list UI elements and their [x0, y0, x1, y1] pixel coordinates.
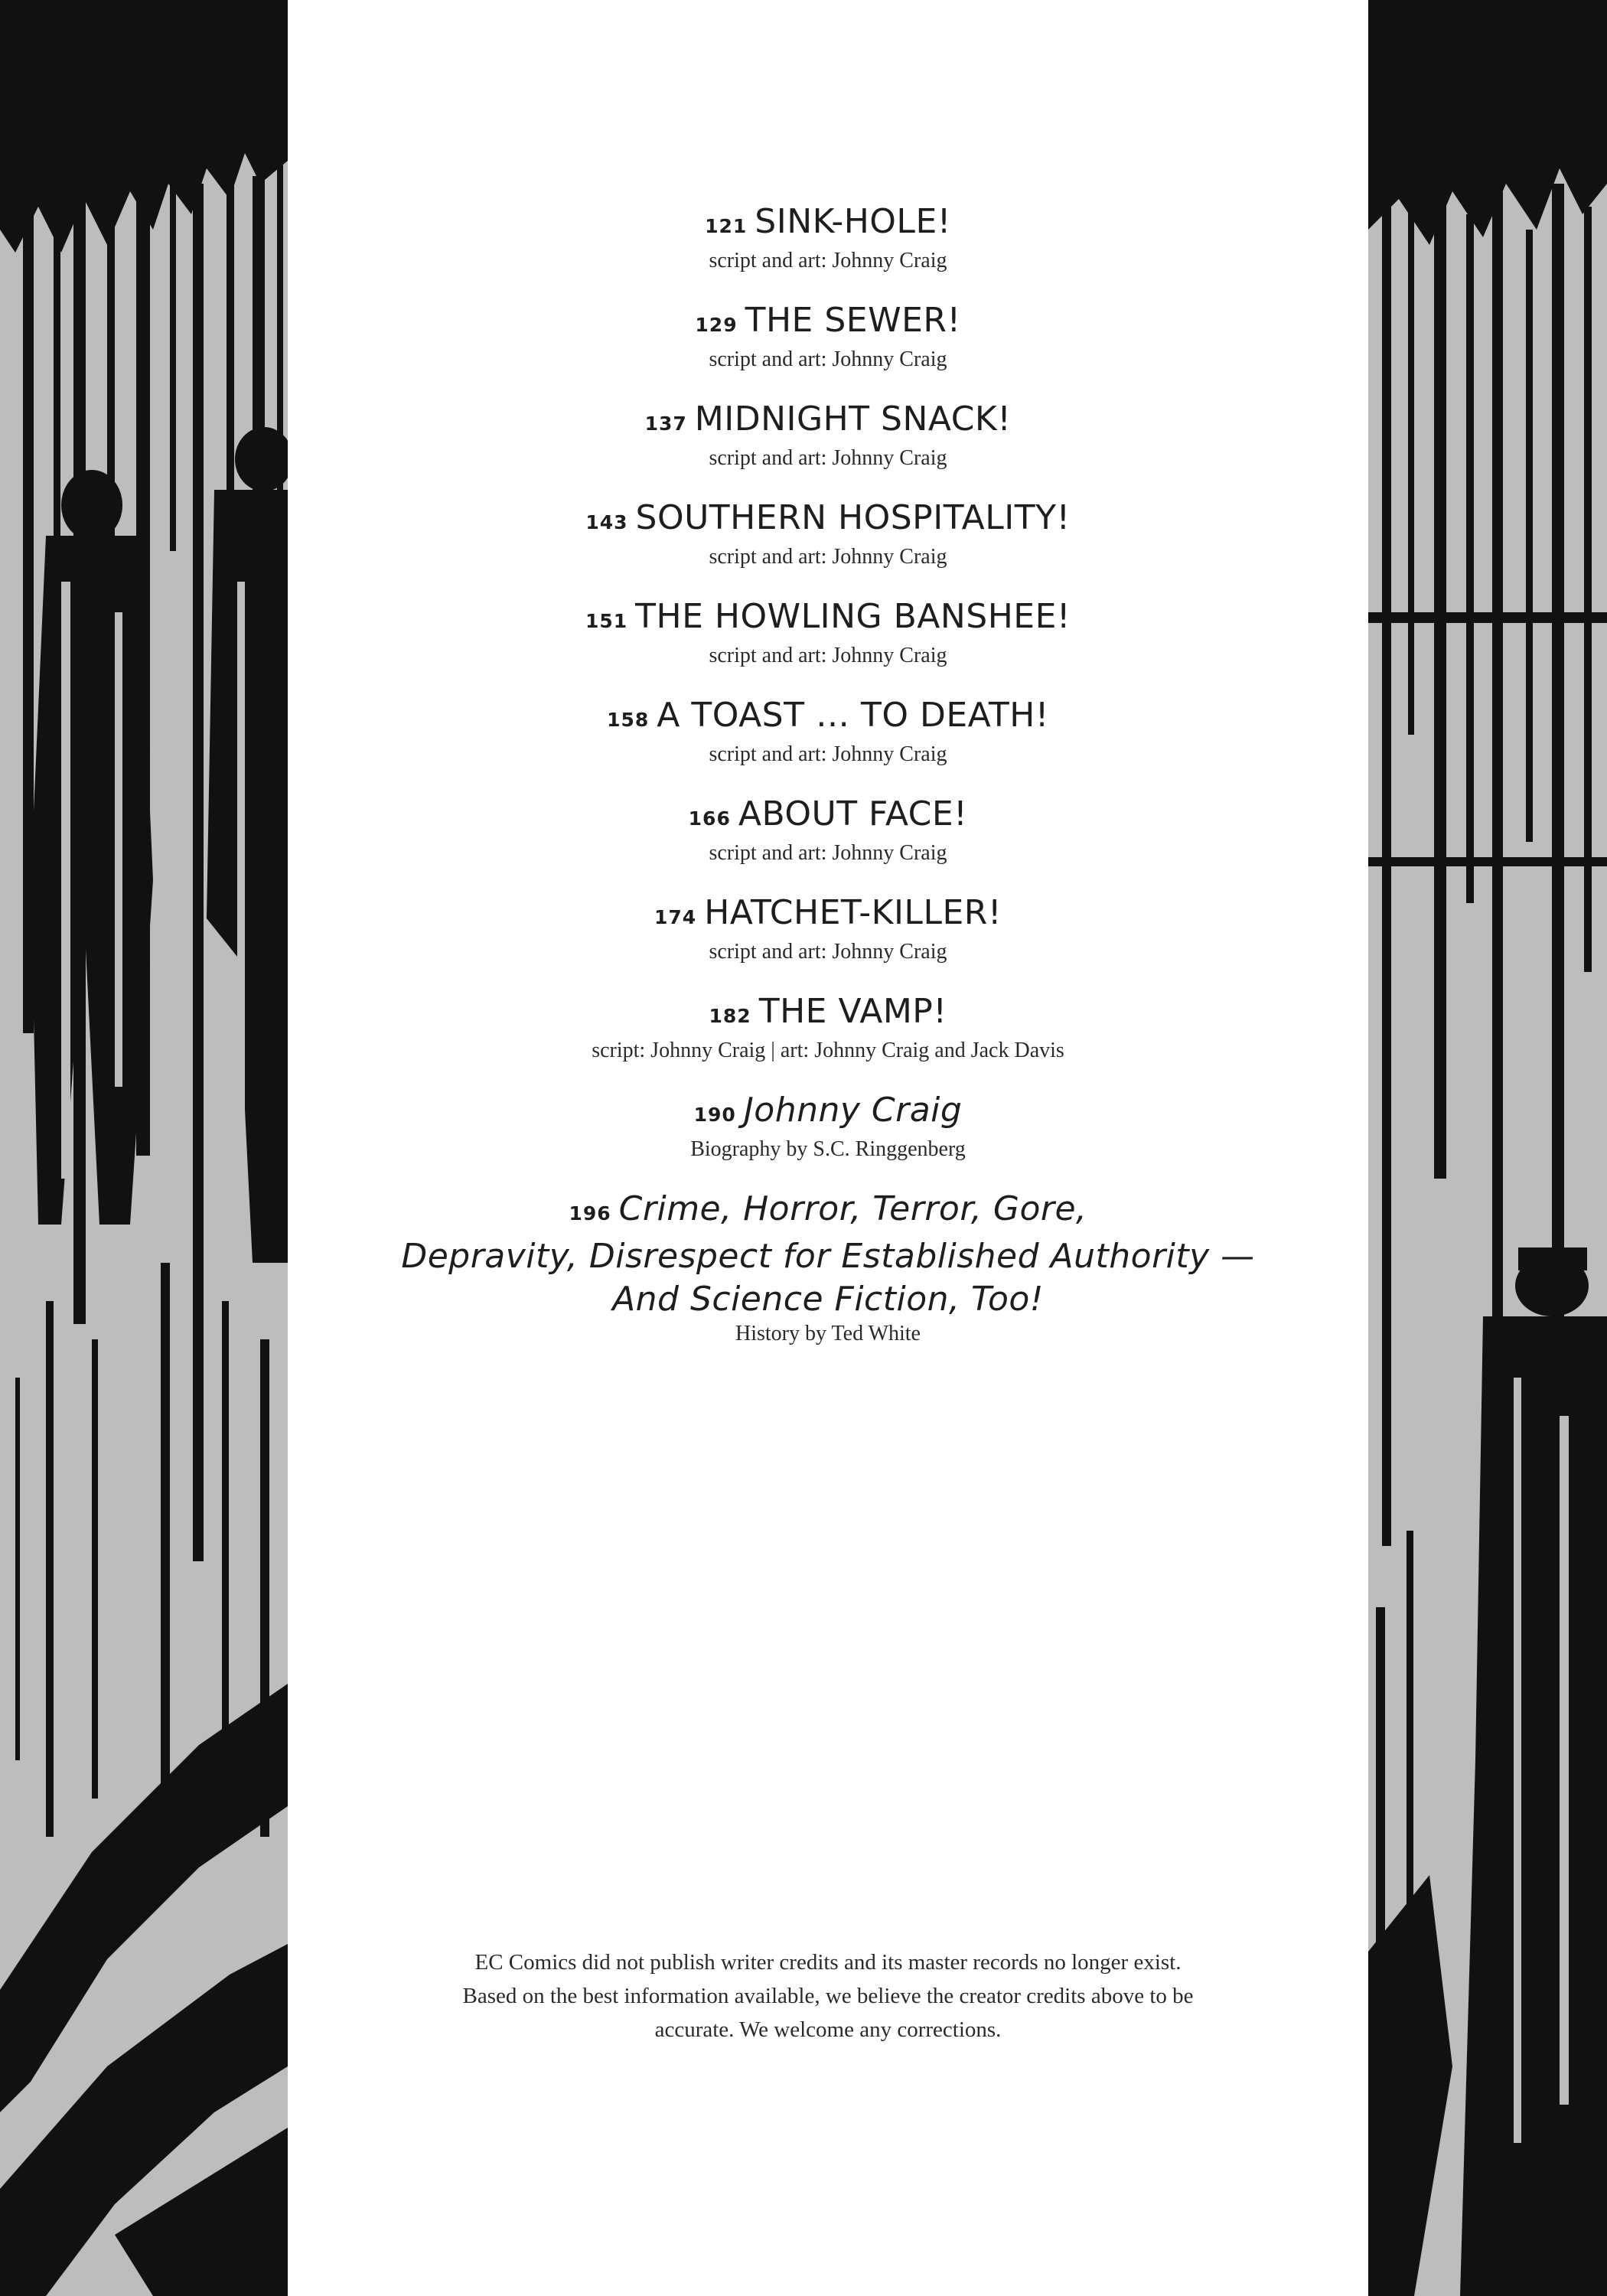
page-number: 121	[705, 215, 748, 237]
page-number: 166	[688, 807, 731, 830]
story-title: SOUTHERN HOSPITALITY!	[635, 498, 1071, 537]
page-number: 190	[693, 1104, 736, 1126]
story-title: SINK-HOLE!	[755, 202, 951, 241]
page-number: 158	[607, 709, 650, 731]
entry-title-line	[288, 892, 1368, 939]
story-credit: script: Johnny Craig | art: Johnny Craig and Jack Davis	[592, 1039, 1064, 1062]
entry-title-line	[288, 1089, 1368, 1137]
story-credit: script and art: Johnny Craig	[709, 742, 947, 766]
toc-entry	[288, 990, 1368, 1064]
page-number: 196	[569, 1202, 611, 1225]
left-strip-illustration	[0, 0, 288, 2296]
right-strip-illustration	[1368, 0, 1607, 2296]
right-art-strip	[1368, 0, 1607, 2296]
story-title: HATCHET-KILLER!	[704, 893, 1002, 932]
essay-title-line-1: Crime, Horror, Terror, Gore,	[618, 1189, 1087, 1228]
story-title: MIDNIGHT SNACK!	[694, 400, 1012, 439]
toc-entry	[288, 497, 1368, 570]
entry-title-line	[288, 201, 1368, 248]
disclaimer-line: EC Comics did not publish writer credits and its master records no longer exist.	[474, 1950, 1182, 1975]
page-number: 174	[654, 906, 697, 928]
disclaimer-line: Based on the best information available, we believe the creator credits above to be	[462, 1984, 1194, 2008]
story-credit: script and art: Johnny Craig	[709, 347, 947, 371]
toc-entry	[288, 1188, 1368, 1347]
left-art-strip	[0, 0, 288, 2296]
disclaimer-line: accurate. We welcome any corrections.	[654, 2017, 1002, 2042]
toc-entry	[288, 299, 1368, 373]
essay-title-line-2: Depravity, Disrespect for Established Authority —	[401, 1237, 1255, 1276]
story-credit: script and art: Johnny Craig	[709, 644, 947, 667]
toc-entry	[288, 793, 1368, 866]
entry-title-line	[288, 497, 1368, 544]
toc-entry	[288, 1089, 1368, 1163]
entry-title-line	[288, 694, 1368, 742]
page-number: 182	[709, 1005, 751, 1027]
story-credit: script and art: Johnny Craig	[709, 545, 947, 569]
toc-entry	[288, 892, 1368, 965]
story-title: THE VAMP!	[758, 992, 947, 1031]
table-of-contents	[288, 201, 1368, 1372]
entry-title-line	[288, 990, 1368, 1038]
story-credit: script and art: Johnny Craig	[709, 446, 947, 470]
story-title: THE SEWER!	[745, 301, 961, 340]
toc-entry	[288, 201, 1368, 274]
essay-credit: History by Ted White	[735, 1322, 921, 1345]
essay-title: Johnny Craig	[743, 1091, 963, 1130]
essay-title-line-3: And Science Fiction, Too!	[612, 1280, 1044, 1319]
page-number: 129	[695, 314, 738, 336]
story-title: ABOUT FACE!	[738, 794, 968, 833]
toc-entry	[288, 398, 1368, 471]
entry-title-line	[288, 398, 1368, 445]
story-credit: script and art: Johnny Craig	[709, 841, 947, 865]
credits-disclaimer	[288, 1945, 1368, 2047]
entry-title-line	[288, 1188, 1368, 1321]
story-credit: script and art: Johnny Craig	[709, 249, 947, 272]
page-number: 137	[644, 413, 687, 435]
story-credit: script and art: Johnny Craig	[709, 940, 947, 964]
story-title: THE HOWLING BANSHEE!	[635, 597, 1071, 636]
page-number: 151	[585, 610, 628, 632]
entry-title-line	[288, 793, 1368, 840]
story-title: A TOAST … TO DEATH!	[657, 696, 1049, 735]
essay-credit: Biography by S.C. Ringgenberg	[690, 1137, 966, 1161]
entry-title-line	[288, 595, 1368, 643]
entry-title-line	[288, 299, 1368, 347]
toc-entry	[288, 595, 1368, 669]
toc-entry	[288, 694, 1368, 768]
page-number: 143	[585, 511, 628, 533]
